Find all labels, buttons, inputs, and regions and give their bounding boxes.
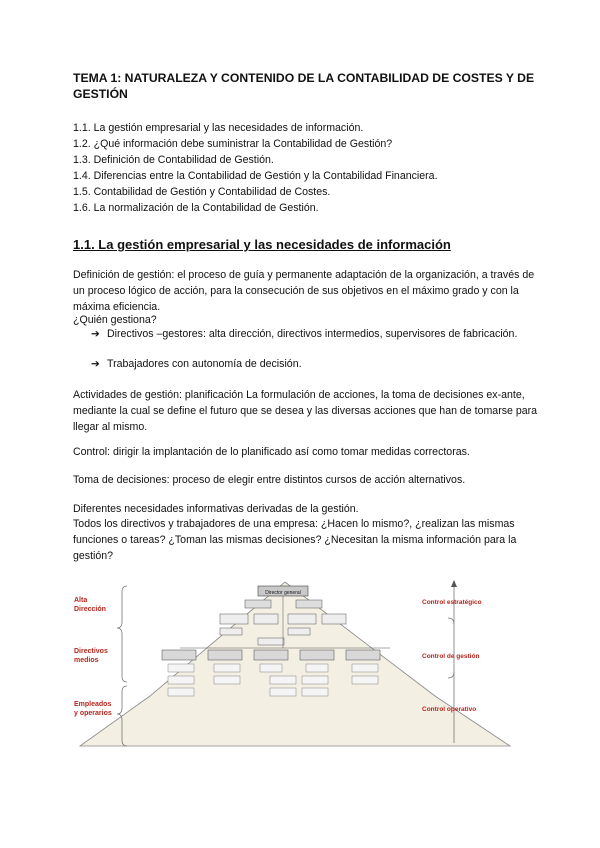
org-box [168, 664, 194, 672]
org-box-department [300, 650, 334, 660]
toc-item[interactable]: 1.1. La gestión empresarial y las necesidades de información. [73, 122, 364, 134]
org-box-department [346, 650, 380, 660]
right-brace [448, 618, 454, 678]
org-box [270, 688, 296, 696]
org-box [302, 676, 328, 684]
table-of-contents [73, 120, 438, 216]
org-box [258, 638, 284, 645]
level-label: Dirección [74, 606, 106, 613]
control-label: Control operativo [422, 706, 477, 713]
level-label: Empleados [74, 701, 112, 708]
level-label: Directivos [74, 648, 108, 655]
control-label: Control estratégico [422, 599, 482, 606]
org-box [168, 688, 194, 696]
org-box [254, 614, 278, 624]
paragraph-quien: ¿Quién gestiona? [73, 314, 157, 326]
org-box [302, 688, 328, 696]
org-box-department [208, 650, 242, 660]
bullet-text: Directivos –gestores: alta dirección, directivos intermedios, supervisores de fabricación. [107, 328, 518, 340]
bullet-item [91, 356, 531, 372]
org-box [352, 676, 378, 684]
arrow-up-icon [451, 580, 457, 587]
org-box [245, 600, 271, 608]
control-label: Control de gestión [422, 653, 480, 660]
toc-item[interactable]: 1.3. Definición de Contabilidad de Gestión. [73, 154, 274, 166]
paragraph-necesidades: Diferentes necesidades informativas derivadas de la gestión. [73, 503, 359, 515]
org-box [220, 614, 248, 624]
bullet-item [91, 326, 531, 342]
toc-item[interactable]: 1.4. Diferencias entre la Contabilidad de Gestión y la Contabilidad Financiera. [73, 170, 438, 182]
org-box-department [162, 650, 196, 660]
org-box [270, 676, 296, 684]
paragraph-toma-decisiones: Toma de decisiones: proceso de elegir entre distintos cursos de acción alternativos. [73, 474, 466, 486]
org-box [296, 600, 322, 608]
org-box [220, 628, 242, 635]
arrow-bullet-icon: ➔ [91, 358, 100, 370]
arrow-bullet-icon: ➔ [91, 328, 100, 340]
toc-item[interactable]: 1.5. Contabilidad de Gestión y Contabilidad de Costes. [73, 186, 331, 198]
org-box [322, 614, 346, 624]
bullet-text: Trabajadores con autonomía de decisión. [107, 358, 302, 370]
org-box-department [254, 650, 288, 660]
level-label: y operarios [74, 710, 112, 717]
level-label: medios [74, 657, 99, 664]
org-box [260, 664, 282, 672]
paragraph-control: Control: dirigir la implantación de lo planificado así como tomar medidas correctoras. [73, 446, 470, 458]
org-box [168, 676, 194, 684]
section-heading: 1.1. La gestión empresarial y las necesidades de información [73, 237, 451, 252]
org-box [352, 664, 378, 672]
pyramid-shape [80, 582, 510, 746]
org-box-director-label: Director general [265, 590, 301, 596]
org-box [214, 676, 240, 684]
org-box [288, 614, 316, 624]
org-box [306, 664, 328, 672]
toc-item[interactable]: 1.2. ¿Qué información debe suministrar la Contabilidad de Gestión? [73, 138, 393, 150]
paragraph-todos: Todos los directivos y trabajadores de una empresa: ¿Hacen lo mismo?, ¿realizan las mismas funciones o tareas? ¿Toman las mismas decisiones? ¿Necesitan la misma información para la gestión? [73, 518, 517, 562]
toc-item[interactable]: 1.6. La normalización de la Contabilidad de Gestión. [73, 202, 319, 214]
left-brace [117, 586, 127, 682]
level-label: Alta [74, 597, 88, 604]
org-box [288, 628, 310, 635]
paragraph-definicion: Definición de gestión: el proceso de guía y permanente adaptación de la organización, a través de un proceso lógico de acción, para la consecución de sus objetivos en el máximo grado y con la máxima eficiencia. [73, 269, 535, 313]
org-pyramid-diagram [70, 578, 530, 748]
document-title: TEMA 1: NATURALEZA Y CONTENIDO DE LA CONTABILIDAD DE COSTES Y DE GESTIÓN [73, 71, 535, 101]
paragraph-actividades: Actividades de gestión: planificación La formulación de acciones, la toma de decisiones ex-ante, mediante la cual se define el futuro que se desea y las diversas acciones que han de tomarse para llegar al mismo. [73, 389, 538, 433]
org-box [214, 664, 240, 672]
